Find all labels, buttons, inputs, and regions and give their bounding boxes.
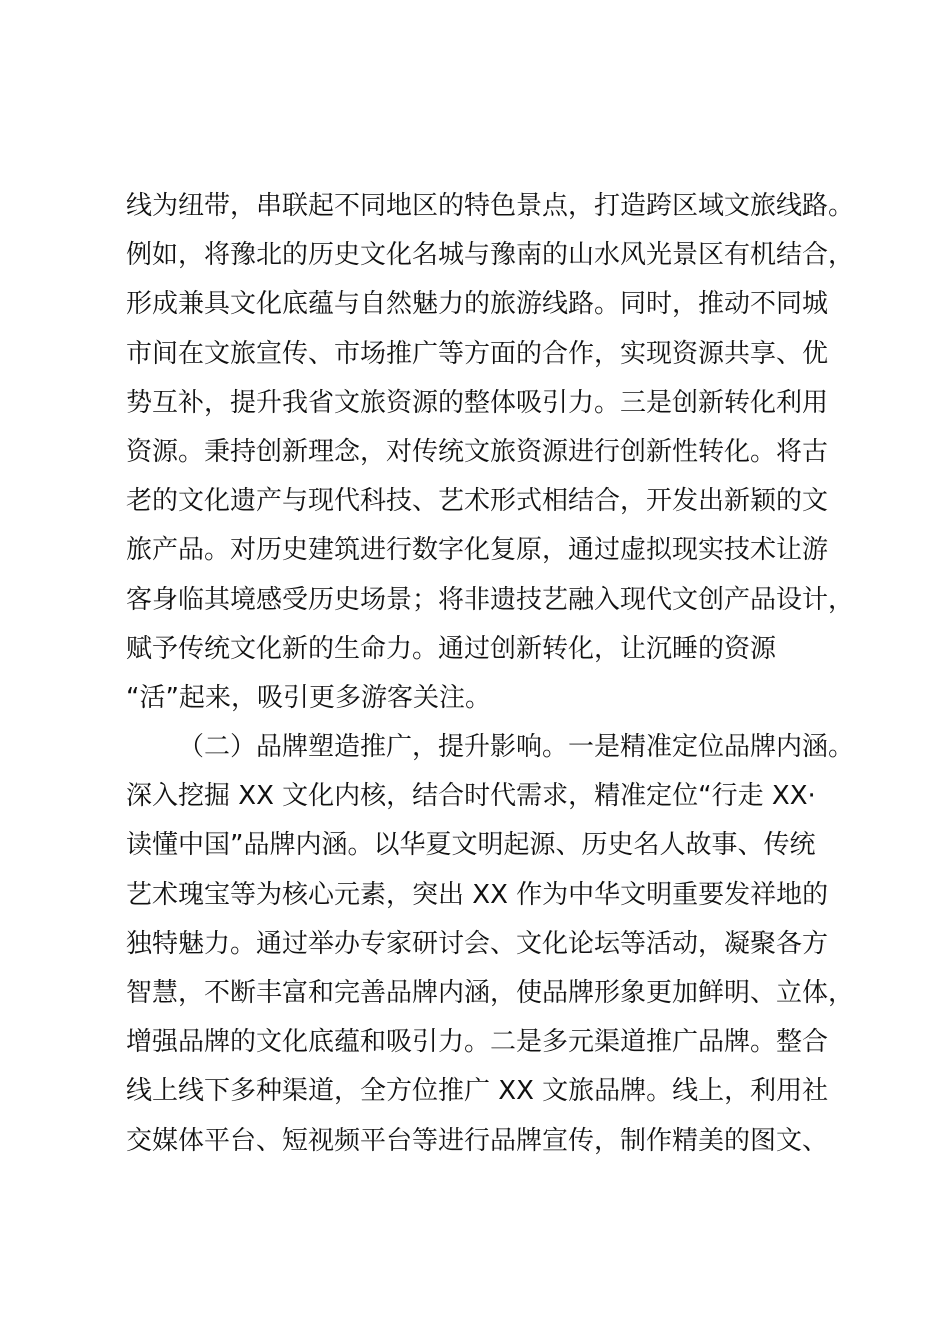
text-line: 老的文化遗产与现代科技、艺术形式相结合，开发出新颖的文 [126,486,829,517]
text-line: 交媒体平台、短视频平台等进行品牌宣传，制作精美的图文、 [126,1125,829,1156]
text-line: 市间在文旅宣传、市场推广等方面的合作，实现资源共享、优 [126,338,829,369]
text-line: 线上线下多种渠道，全方位推广 XX 文旅品牌。线上，利用社 [126,1076,829,1107]
text-line: 势互补，提升我省文旅资源的整体吸引力。三是创新转化利用 [126,387,829,418]
text-line: 艺术瑰宝等为核心元素，突出 XX 作为中华文明重要发祥地的 [126,879,829,910]
text-line: 线为纽带，串联起不同地区的特色景点，打造跨区域文旅线路。 [126,191,855,221]
text-line: 独特魅力。通过举办专家研讨会、文化论坛等活动，凝聚各方 [126,928,829,959]
text-line: 例如，将豫北的历史文化名城与豫南的山水风光景区有机结合， [126,240,855,271]
text-line: 资源。秉持创新理念，对传统文旅资源进行创新性转化。将古 [126,436,829,467]
text-line: 旅产品。对历史建筑进行数字化复原，通过虚拟现实技术让游 [126,535,829,566]
body-text [126,182,866,1166]
text-line: 读懂中国”品牌内涵。以华夏文明起源、历史名人故事、传统 [126,830,816,861]
section-heading-line: （二）品牌塑造推广，提升影响。一是精准定位品牌内涵。 [178,732,855,763]
text-line: 增强品牌的文化底蕴和吸引力。二是多元渠道推广品牌。整合 [126,1027,829,1058]
text-line: “活”起来，吸引更多游客关注。 [126,682,491,713]
text-line: 客身临其境感受历史场景；将非遗技艺融入现代文创产品设计， [126,584,855,615]
text-line: 赋予传统文化新的生命力。通过创新转化，让沉睡的资源 [126,633,777,664]
text-line: 智慧，不断丰富和完善品牌内涵，使品牌形象更加鲜明、立体， [126,978,855,1008]
text-line: 形成兼具文化底蕴与自然魅力的旅游线路。同时，推动不同城 [126,289,829,320]
text-line: 深入挖掘 XX 文化内核，结合时代需求，精准定位“行走 XX· [126,781,816,812]
